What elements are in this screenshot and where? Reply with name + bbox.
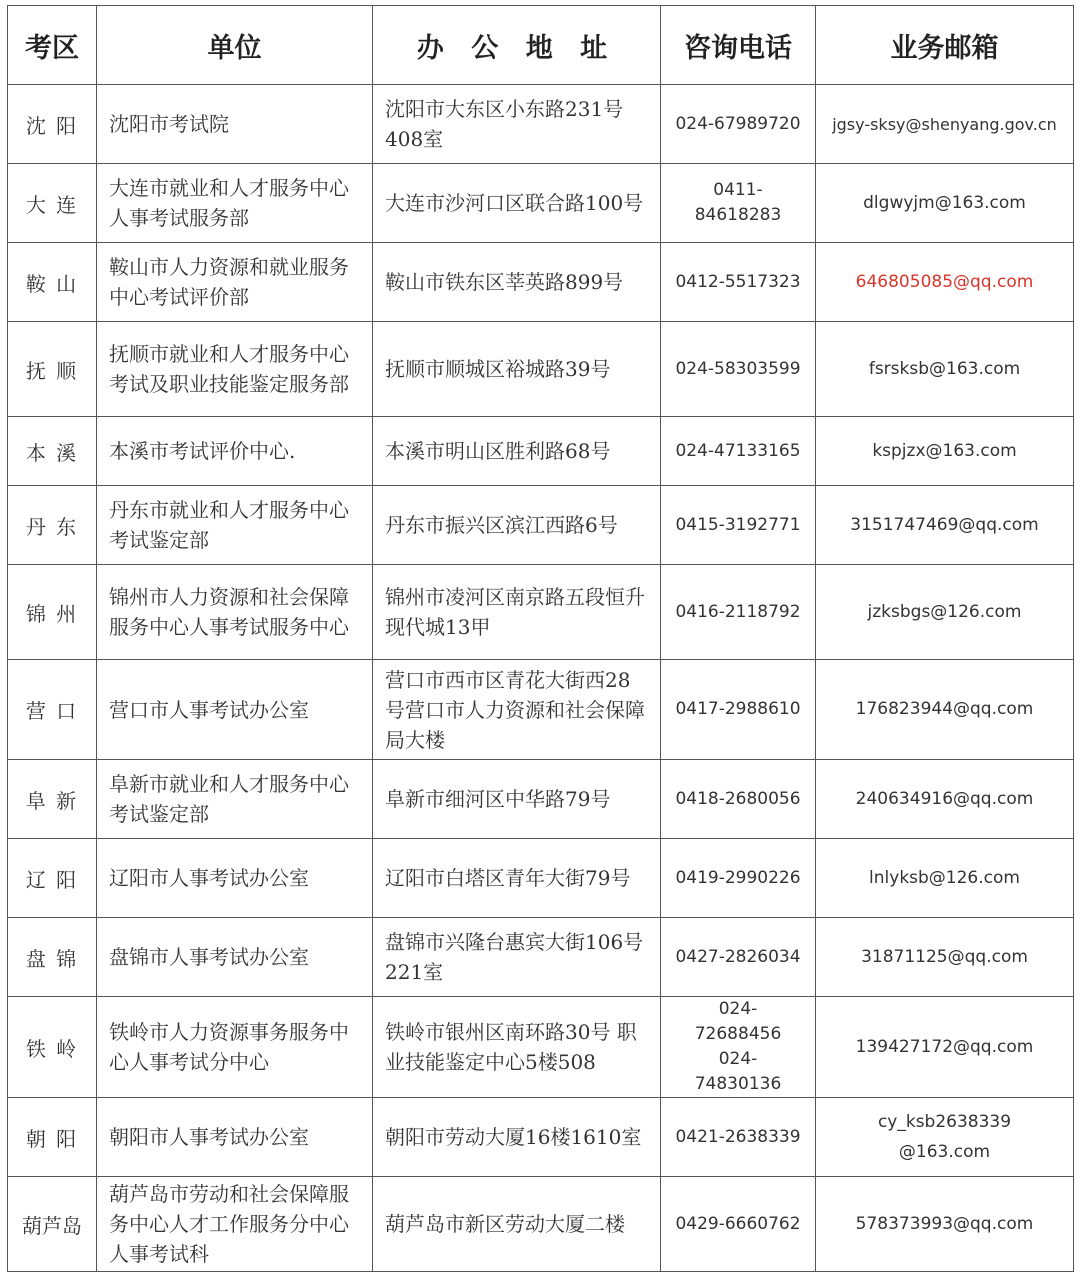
address-cell: 营口市西市区青花大街西28号营口市人力资源和社会保障局大楼 [373, 660, 661, 760]
address-cell: 沈阳市大东区小东路231号408室 [373, 85, 661, 164]
unit-cell: 丹东市就业和人才服务中心考试鉴定部 [97, 486, 373, 565]
region-cell: 本 溪 [8, 417, 97, 486]
email-cell: 240634916@qq.com [816, 760, 1074, 839]
address-cell: 铁岭市银州区南环路30号 职业技能鉴定中心5楼508 [373, 997, 661, 1098]
phone-cell: 024-67989720 [661, 85, 816, 164]
address-cell: 大连市沙河口区联合路100号 [373, 164, 661, 243]
header-unit: 单位 [97, 6, 373, 85]
region-cell: 葫芦岛 [8, 1177, 97, 1272]
region-cell: 抚 顺 [8, 322, 97, 417]
table-row [8, 997, 1074, 1098]
region-cell: 鞍 山 [8, 243, 97, 322]
address-cell: 抚顺市顺城区裕城路39号 [373, 322, 661, 417]
email-cell: dlgwyjm@163.com [816, 164, 1074, 243]
unit-cell: 朝阳市人事考试办公室 [97, 1098, 373, 1177]
table-row [8, 760, 1074, 839]
phone-cell: 0418-2680056 [661, 760, 816, 839]
email-cell-highlighted: 646805085@qq.com [816, 243, 1074, 322]
unit-cell: 盘锦市人事考试办公室 [97, 918, 373, 997]
table-row [8, 322, 1074, 417]
region-cell: 大 连 [8, 164, 97, 243]
email-cell: lnlyksb@126.com [816, 839, 1074, 918]
unit-cell: 阜新市就业和人才服务中心考试鉴定部 [97, 760, 373, 839]
phone-cell: 0429-6660762 [661, 1177, 816, 1272]
table-row [8, 243, 1074, 322]
address-cell: 朝阳市劳动大厦16楼1610室 [373, 1098, 661, 1177]
header-region: 考区 [8, 6, 97, 85]
unit-cell: 本溪市考试评价中心. [97, 417, 373, 486]
address-cell: 丹东市振兴区滨江西路6号 [373, 486, 661, 565]
table-row [8, 164, 1074, 243]
exam-contacts-table [7, 5, 1074, 1272]
email-cell: 578373993@qq.com [816, 1177, 1074, 1272]
email-cell: jgsy-sksy@shenyang.gov.cn [816, 85, 1074, 164]
table-row [8, 918, 1074, 997]
address-cell: 盘锦市兴隆台惠宾大街106号221室 [373, 918, 661, 997]
email-cell: cy_ksb2638339 @163.com [816, 1098, 1074, 1177]
unit-cell: 沈阳市考试院 [97, 85, 373, 164]
phone-cell: 0411-84618283 [661, 164, 816, 243]
unit-cell: 铁岭市人力资源事务服务中心人事考试分中心 [97, 997, 373, 1098]
header-email: 业务邮箱 [816, 6, 1074, 85]
phone-cell: 0415-3192771 [661, 486, 816, 565]
phone-cell: 024-72688456 024-74830136 [661, 997, 816, 1098]
address-cell: 辽阳市白塔区青年大街79号 [373, 839, 661, 918]
address-cell: 葫芦岛市新区劳动大厦二楼 [373, 1177, 661, 1272]
unit-cell: 鞍山市人力资源和就业服务中心考试评价部 [97, 243, 373, 322]
region-cell: 盘 锦 [8, 918, 97, 997]
table-row [8, 565, 1074, 660]
region-cell: 铁 岭 [8, 997, 97, 1098]
region-cell: 沈 阳 [8, 85, 97, 164]
table-row [8, 660, 1074, 760]
region-cell: 营 口 [8, 660, 97, 760]
email-cell: fsrsksb@163.com [816, 322, 1074, 417]
region-cell: 丹 东 [8, 486, 97, 565]
email-cell: jzksbgs@126.com [816, 565, 1074, 660]
header-phone: 咨询电话 [661, 6, 816, 85]
table-row [8, 486, 1074, 565]
phone-cell: 0427-2826034 [661, 918, 816, 997]
phone-cell: 0412-5517323 [661, 243, 816, 322]
region-cell: 锦 州 [8, 565, 97, 660]
phone-cell: 0419-2990226 [661, 839, 816, 918]
email-cell: 139427172@qq.com [816, 997, 1074, 1098]
address-cell: 鞍山市铁东区莘英路899号 [373, 243, 661, 322]
unit-cell: 抚顺市就业和人才服务中心考试及职业技能鉴定服务部 [97, 322, 373, 417]
table-row [8, 1098, 1074, 1177]
email-cell: 176823944@qq.com [816, 660, 1074, 760]
region-cell: 阜 新 [8, 760, 97, 839]
region-cell: 朝 阳 [8, 1098, 97, 1177]
unit-cell: 辽阳市人事考试办公室 [97, 839, 373, 918]
email-cell: 3151747469@qq.com [816, 486, 1074, 565]
address-cell: 锦州市凌河区南京路五段恒升现代城13甲 [373, 565, 661, 660]
unit-cell: 营口市人事考试办公室 [97, 660, 373, 760]
table-row [8, 417, 1074, 486]
unit-cell: 葫芦岛市劳动和社会保障服务中心人才工作服务分中心人事考试科 [97, 1177, 373, 1272]
table-row [8, 839, 1074, 918]
phone-cell: 0421-2638339 [661, 1098, 816, 1177]
header-row [8, 6, 1074, 85]
table-row [8, 1177, 1074, 1272]
header-address: 办 公 地 址 [373, 6, 661, 85]
phone-cell: 024-47133165 [661, 417, 816, 486]
phone-cell: 024-58303599 [661, 322, 816, 417]
phone-cell: 0416-2118792 [661, 565, 816, 660]
region-cell: 辽 阳 [8, 839, 97, 918]
unit-cell: 锦州市人力资源和社会保障服务中心人事考试服务中心 [97, 565, 373, 660]
unit-cell: 大连市就业和人才服务中心人事考试服务部 [97, 164, 373, 243]
address-cell: 本溪市明山区胜利路68号 [373, 417, 661, 486]
email-cell: kspjzx@163.com [816, 417, 1074, 486]
phone-cell: 0417-2988610 [661, 660, 816, 760]
table-row [8, 85, 1074, 164]
address-cell: 阜新市细河区中华路79号 [373, 760, 661, 839]
email-cell: 31871125@qq.com [816, 918, 1074, 997]
